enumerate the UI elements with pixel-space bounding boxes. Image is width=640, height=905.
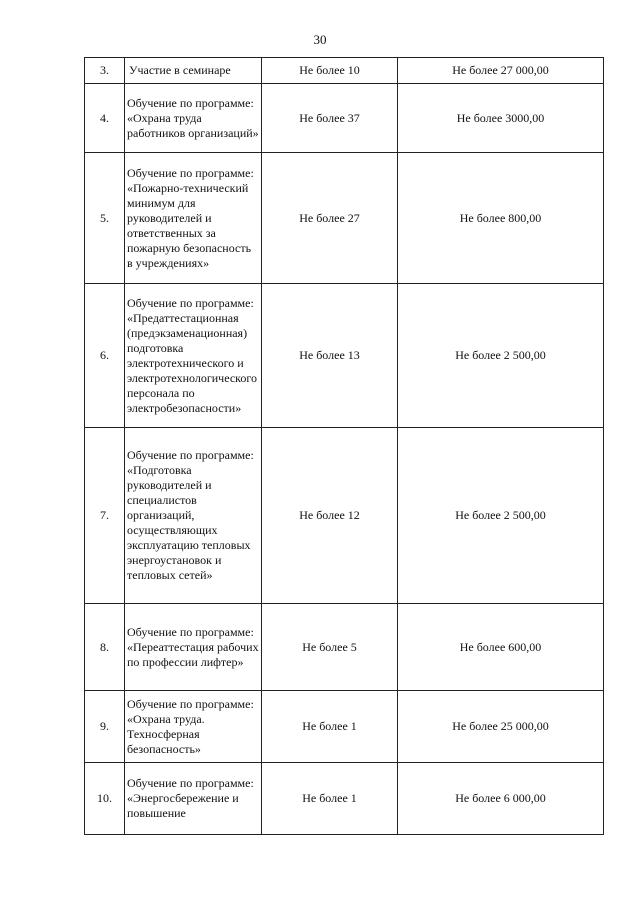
table-row <box>85 691 604 763</box>
service-name: Обучение по программе: «Пожарно-технический минимум для руководителей и ответственных за пожарную безопасность в учреждениях» <box>125 153 262 284</box>
table-row <box>85 284 604 428</box>
price-cell: Не более 3000,00 <box>398 84 604 153</box>
service-name: Обучение по программе: «Охрана труда. Техносферная безопасность» <box>125 691 262 763</box>
service-name: Обучение по программе: «Переаттестация рабочих по профессии лифтер» <box>125 604 262 691</box>
row-number: 5. <box>85 153 125 284</box>
table-row <box>85 58 604 84</box>
price-cell: Не более 2 500,00 <box>398 428 604 604</box>
table-row <box>85 84 604 153</box>
row-number: 3. <box>85 58 125 84</box>
price-cell: Не более 25 000,00 <box>398 691 604 763</box>
row-number: 8. <box>85 604 125 691</box>
quantity-cell: Не более 37 <box>262 84 398 153</box>
price-cell: Не более 2 500,00 <box>398 284 604 428</box>
service-name: Обучение по программе: «Подготовка руководителей и специалистов организаций, осуществляющих эксплуатацию тепловых энергоустановок и тепловых сетей» <box>125 428 262 604</box>
row-number: 6. <box>85 284 125 428</box>
table-row <box>85 763 604 835</box>
quantity-cell: Не более 27 <box>262 153 398 284</box>
service-name: Обучение по программе: «Предаттестационная (предэкзаменационная) подготовка электротехнического и электротехнологического персонала по электробезопасности» <box>125 284 262 428</box>
row-number: 10. <box>85 763 125 835</box>
table-row <box>85 604 604 691</box>
table-row <box>85 153 604 284</box>
quantity-cell: Не более 1 <box>262 763 398 835</box>
row-number: 9. <box>85 691 125 763</box>
service-name: Участие в семинаре <box>125 58 262 84</box>
quantity-cell: Не более 12 <box>262 428 398 604</box>
price-cell: Не более 6 000,00 <box>398 763 604 835</box>
price-cell: Не более 27 000,00 <box>398 58 604 84</box>
row-number: 4. <box>85 84 125 153</box>
price-cell: Не более 800,00 <box>398 153 604 284</box>
quantity-cell: Не более 5 <box>262 604 398 691</box>
quantity-cell: Не более 13 <box>262 284 398 428</box>
table-row <box>85 428 604 604</box>
quantity-cell: Не более 10 <box>262 58 398 84</box>
service-name: Обучение по программе: «Охрана труда работников организаций» <box>125 84 262 153</box>
services-table <box>84 57 604 835</box>
service-name: Обучение по программе: «Энергосбережение и повышение <box>125 763 262 835</box>
quantity-cell: Не более 1 <box>262 691 398 763</box>
row-number: 7. <box>85 428 125 604</box>
page-number: 30 <box>313 32 327 47</box>
price-cell: Не более 600,00 <box>398 604 604 691</box>
